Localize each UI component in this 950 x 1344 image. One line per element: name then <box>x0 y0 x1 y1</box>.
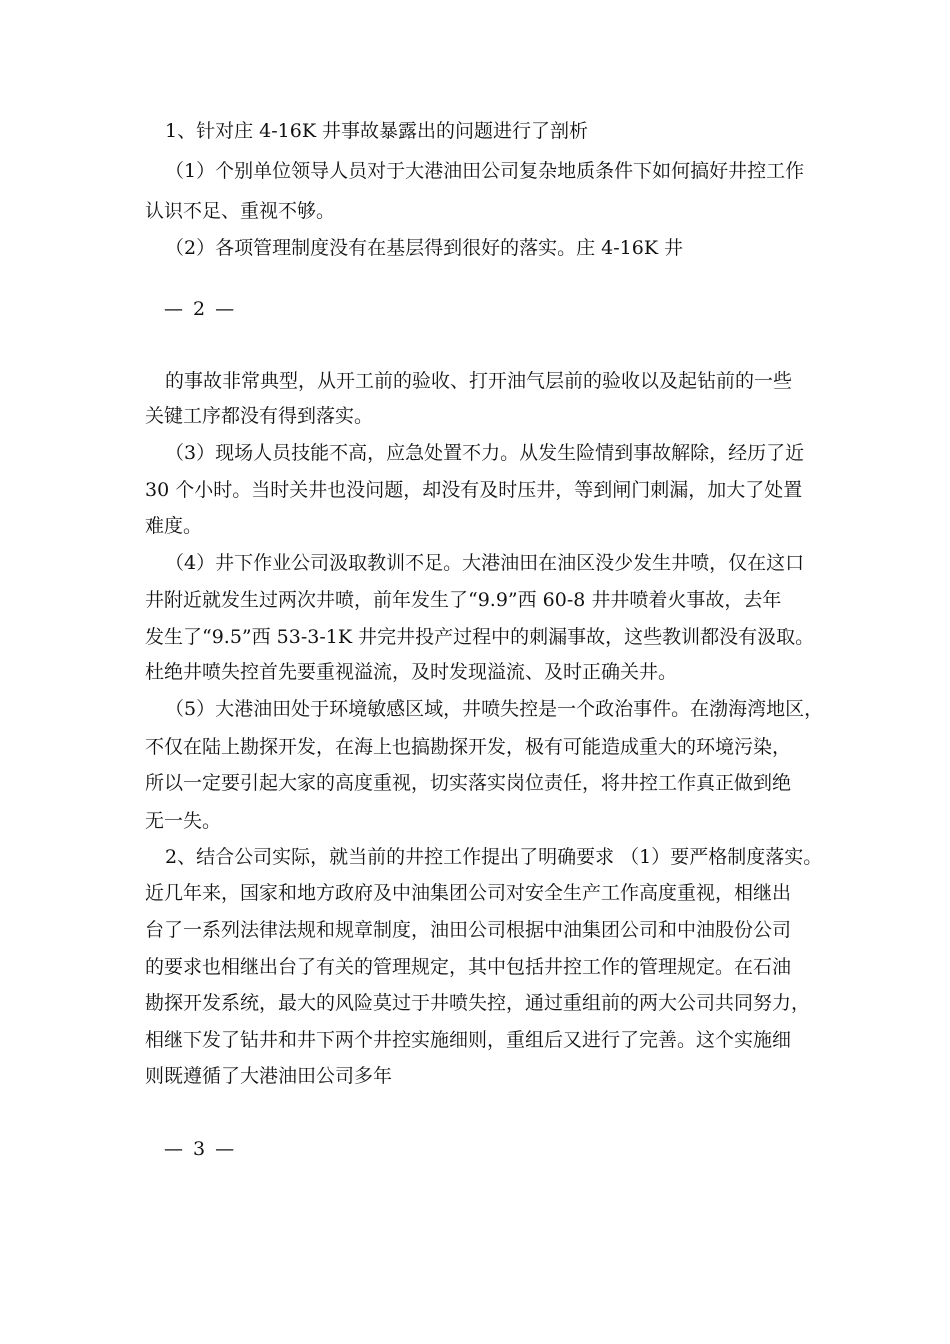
paragraph-line: 30 个小时。当时关井也没问题，却没有及时压井，等到闸门刺漏，加大了处置 <box>145 479 803 501</box>
paragraph-line: 所以一定要引起大家的高度重视，切实落实岗位责任，将井控工作真正做到绝 <box>145 772 792 794</box>
paragraph-line: 近几年来，国家和地方政府及中油集团公司对安全生产工作高度重视，相继出 <box>145 882 792 904</box>
paragraph-line: （5）大港油田处于环境敏感区域，井喷失控是一个政治事件。在渤海湾地区， <box>165 698 824 720</box>
paragraph-line: 台了一系列法律法规和规章制度，油田公司根据中油集团公司和中油股份公司 <box>145 919 792 941</box>
paragraph-line: 相继下发了钻井和井下两个井控实施细则，重组后又进行了完善。这个实施细 <box>145 1029 792 1051</box>
paragraph-line: （4）井下作业公司汲取教训不足。大港油田在油区没少发生井喷，仅在这口 <box>165 552 805 574</box>
paragraph-line: 勘探开发系统，最大的风险莫过于井喷失控，通过重组前的两大公司共同努力， <box>145 992 811 1014</box>
paragraph-line: 的要求也相继出台了有关的管理规定，其中包括井控工作的管理规定。在石油 <box>145 956 792 978</box>
paragraph-line: （3）现场人员技能不高，应急处置不力。从发生险情到事故解除，经历了近 <box>165 442 805 464</box>
paragraph-line: 1、针对庄 4-16K 井事故暴露出的问题进行了剖析 <box>165 120 589 142</box>
paragraph-line: （2）各项管理制度没有在基层得到很好的落实。庄 4-16K 井 <box>165 237 684 259</box>
page-number: — 2 — <box>164 298 237 320</box>
paragraph-line: 则既遵循了大港油田公司多年 <box>145 1065 393 1087</box>
paragraph-line: （1）个别单位领导人员对于大港油田公司复杂地质条件下如何搞好井控工作 <box>165 160 805 182</box>
paragraph-line: 难度。 <box>145 515 203 537</box>
paragraph-line: 杜绝井喷失控首先要重视溢流，及时发现溢流、及时正确关井。 <box>145 661 678 683</box>
paragraph-line: 不仅在陆上勘探开发，在海上也搞勘探开发，极有可能造成重大的环境污染， <box>145 736 792 758</box>
paragraph-line: 认识不足、重视不够。 <box>145 200 336 222</box>
page-number: — 3 — <box>164 1138 237 1160</box>
paragraph-line: 无一失。 <box>145 810 222 832</box>
paragraph-line: 发生了“9.5”西 53-3-1K 井完井投产过程中的刺漏事故，这些教训都没有汲取。 <box>145 626 815 648</box>
paragraph-line: 的事故非常典型，从开工前的验收、打开油气层前的验收以及起钻前的一些 <box>165 370 793 392</box>
paragraph-line: 2、结合公司实际，就当前的井控工作提出了明确要求 （1）要严格制度落实。 <box>165 846 823 868</box>
paragraph-line: 关键工序都没有得到落实。 <box>145 405 374 427</box>
paragraph-line: 井附近就发生过两次井喷，前年发生了“9.9”西 60-8 井井喷着火事故，去年 <box>145 589 782 611</box>
